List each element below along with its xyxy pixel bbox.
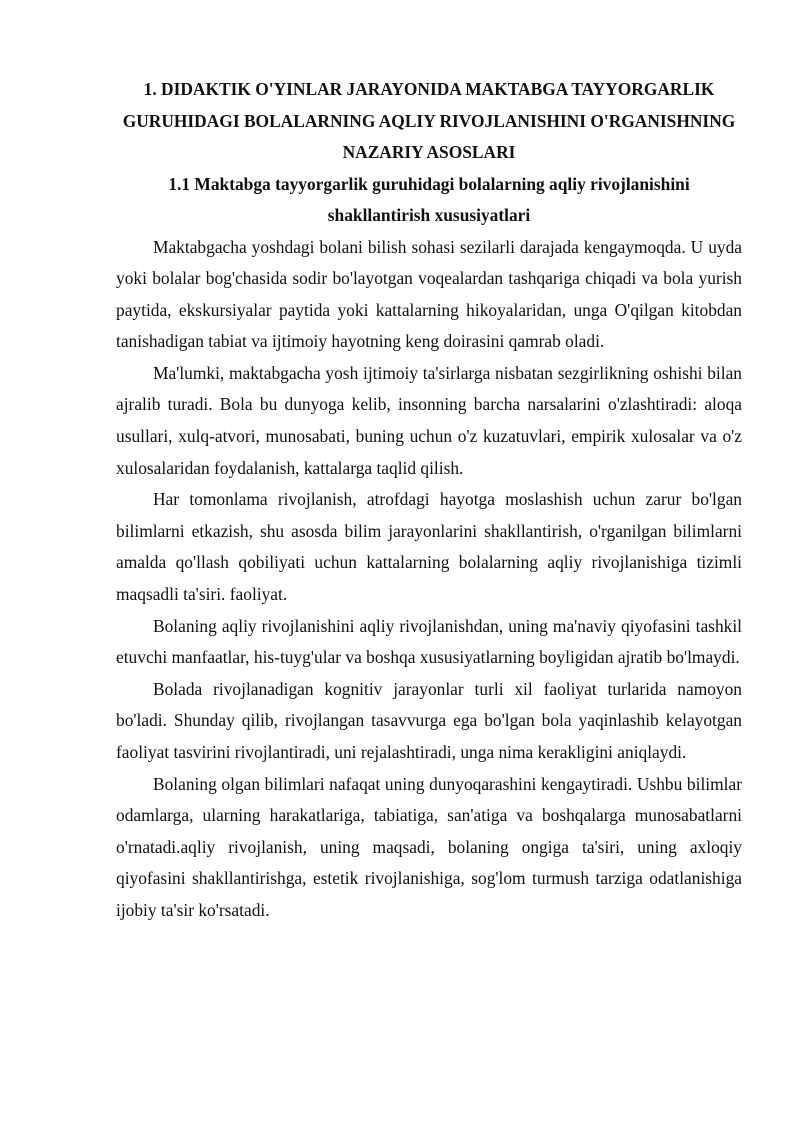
paragraph-6: Bolaning olgan bilimlari nafaqat uning dunyoqarashini kengaytiradi. Ushbu bilimlar odamlarga, ularning harakatlariga, tabiatiga, san'atiga va boshqalarga munosabatlarni o'rnatadi.aqliy rivojlanish, uning maqsadi, bolaning ongiga ta'siri, uning axloqiy qiyofasini shakllantirishga, estetik rivojlanishiga, sog'lom turmush tarziga odatlanishiga ijobiy ta'sir ko'rsatadi. bbox=[116, 773, 742, 920]
paragraph-1: Maktabgacha yoshdagi bolani bilish sohasi sezilarli darajada kengaymoqda. U uyda yoki bolalar bog'chasida sodir bo'layotgan voqealardan tashqariga chiqadi va bola yurish paytida, ekskursiyalar paytida yoki kattalarning hikoyalaridan, unga O'qilgan kitobdan tanishadigan tabiat va ijtimoiy hayotning keng doirasini qamrab oladi. bbox=[116, 236, 742, 352]
paragraph-4: Bolaning aqliy rivojlanishini aqliy rivojlanishdan, uning ma'naviy qiyofasini tashkil etuvchi manfaatlar, his-tuyg'ular va boshqa xususiyatlarning boyligidan ajratib bo'lmaydi. bbox=[116, 615, 742, 668]
section-title: 1.1 Maktabga tayyorgarlik guruhidagi bolalarning aqliy rivojlanishini shakllantirish xususiyatlari bbox=[168, 173, 690, 225]
paragraph-3: Har tomonlama rivojlanish, atrofdagi hayotga moslashish uchun zarur bo'lgan bilimlarni etkazish, shu asosda bilim jarayonlarini shakllantirish, o'rganilgan bilimlarni amalda qo'llash qobiliyati uchun kattalarning bolalarning aqliy rivojlanishiga tizimli maqsadli ta'siri. faoliyat. bbox=[116, 489, 742, 605]
document-page bbox=[116, 74, 742, 927]
paragraph-5: Bolada rivojlanadigan kognitiv jarayonlar turli xil faoliyat turlarida namoyon bo'ladi. Shunday qilib, rivojlangan tasavvurga ega bo'lgan bola yaqinlashib kelayotgan faoliyat tasvirini rivojlantiradi, uni rejalashtiradi, unga nima kerakligini aniqlaydi. bbox=[116, 678, 742, 762]
paragraph-2: Ma'lumki, maktabgacha yosh ijtimoiy ta'sirlarga nisbatan sezgirlikning oshishi bilan ajralib turadi. Bola bu dunyoga kelib, insonning barcha narsalarini o'zlashtiradi: aloqa usullari, xulq-atvori, munosabati, buning uchun o'z kuzatuvlari, empirik xulosalar va o'z xulosalaridan foydalanish, kattalarga taqlid qilish. bbox=[116, 362, 742, 478]
chapter-title: 1. DIDAKTIK O'YINLAR JARAYONIDA MAKTABGA TAYYORGARLIK GURUHIDAGI BOLALARNING AQLIY RIVOJLANISHINI O'RGANISHNING NAZARIY ASOSLARI bbox=[122, 79, 736, 162]
